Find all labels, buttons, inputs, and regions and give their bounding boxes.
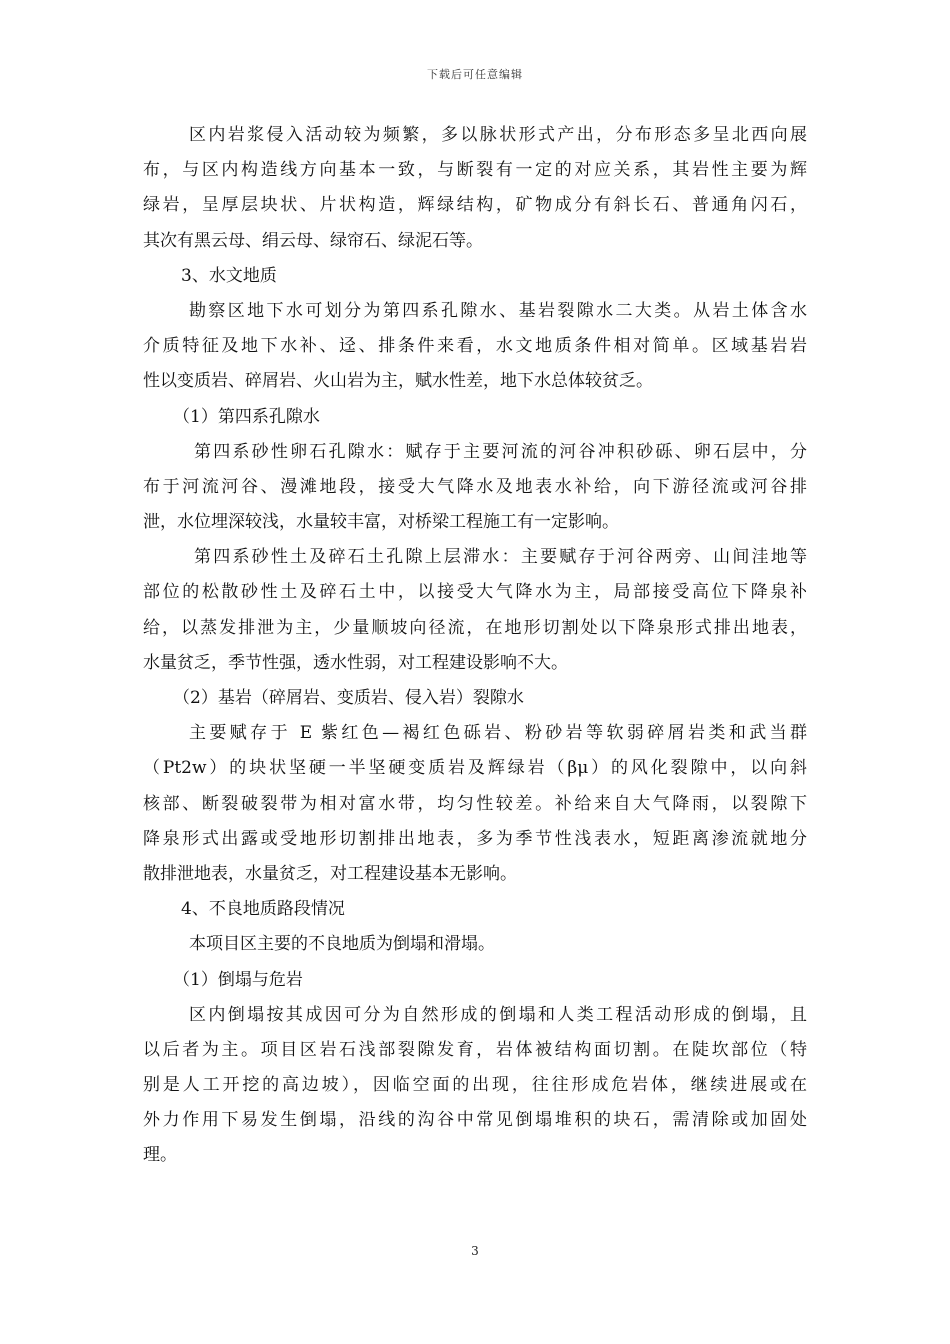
text-line: 区内倒塌按其成因可分为自然形成的倒塌和人类工程活动形成的倒塌，且 (189, 1004, 807, 1025)
text-line: 理。 (143, 1145, 177, 1166)
document-body (143, 118, 807, 1174)
text-line: 其次有黑云母、绢云母、绿帘石、绿泥石等。 (143, 230, 483, 251)
text-line: 给，以蒸发排泄为主，少量顺坡向径流，在地形切割处以下降泉形式排出地表， (143, 617, 807, 638)
text-line: 泄，水位埋深较浅，水量较丰富，对桥梁工程施工有一定影响。 (143, 512, 619, 533)
text-line: 介质特征及地下水补、迳、排条件来看，水文地质条件相对简单。区域基岩岩 (143, 336, 807, 357)
text-line: 外力作用下易发生倒塌，沿线的沟谷中常见倒塌堆积的块石，需清除或加固处 (143, 1110, 807, 1131)
text-line: 本项目区主要的不良地质为倒塌和滑塌。 (189, 934, 495, 955)
text-line: 布，与区内构造线方向基本一致，与断裂有一定的对应关系，其岩性主要为辉 (143, 160, 807, 181)
text-line: 区内岩浆侵入活动较为频繁，多以脉状形式产出，分布形态多呈北西向展 (189, 125, 807, 145)
text-line: （Pt2w）的块状坚硬一半坚硬变质岩及辉绿岩（βμ）的风化裂隙中，以向斜 (143, 758, 807, 779)
page-number: 3 (471, 1244, 479, 1258)
section-heading: 4、不良地质路段情况 (181, 899, 345, 920)
text-line: 散排泄地表，水量贫乏，对工程建设基本无影响。 (143, 863, 517, 884)
text-line: 水量贫乏，季节性强，透水性弱，对工程建设影响不大。 (143, 652, 568, 673)
text-line: 主要赋存于 E 紫红色—褐红色砾岩、粉砂岩等软弱碎屑岩类和武当群 (189, 723, 807, 744)
text-line: 核部、断裂破裂带为相对富水带，均匀性较差。补给来自大气降雨，以裂隙下 (143, 793, 807, 814)
text-line: 第四系砂性土及碎石土孔隙上层滞水：主要赋存于河谷两旁、山间洼地等 (194, 547, 807, 568)
text-line: 性以变质岩、碎屑岩、火山岩为主，赋水性差，地下水总体较贫乏。 (143, 371, 653, 392)
subsection-heading: （1）第四系孔隙水 (173, 406, 320, 427)
text-line: 绿岩，呈厚层块状、片状构造，辉绿结构，矿物成分有斜长石、普通角闪石， (143, 195, 807, 216)
subsection-heading: （2）基岩（碎屑岩、变质岩、侵入岩）裂隙水 (173, 688, 524, 708)
text-line: 布于河流河谷、漫滩地段，接受大气降水及地表水补给，向下游径流或河谷排 (143, 476, 807, 497)
text-line: 勘察区地下水可划分为第四系孔隙水、基岩裂隙水二大类。从岩土体含水 (189, 300, 807, 321)
page-header: 下载后可任意编辑 (427, 68, 523, 81)
text-line: 以后者为主。项目区岩石浅部裂隙发育，岩体被结构面切割。在陡坎部位（特 (143, 1039, 807, 1060)
text-line: 部位的松散砂性土及碎石土中，以接受大气降水为主，局部接受高位下降泉补 (143, 582, 807, 603)
section-heading: 3、水文地质 (181, 265, 277, 286)
text-line: 第四系砂性卵石孔隙水：赋存于主要河流的河谷冲积砂砾、卵石层中，分 (194, 441, 807, 462)
text-line: 别是人工开挖的高边坡），因临空面的出现，往往形成危岩体，继续进展或在 (143, 1075, 807, 1096)
subsection-heading: （1）倒塌与危岩 (173, 969, 303, 990)
text-line: 降泉形式出露或受地形切割排出地表，多为季节性浅表水，短距离渗流就地分 (143, 828, 807, 849)
